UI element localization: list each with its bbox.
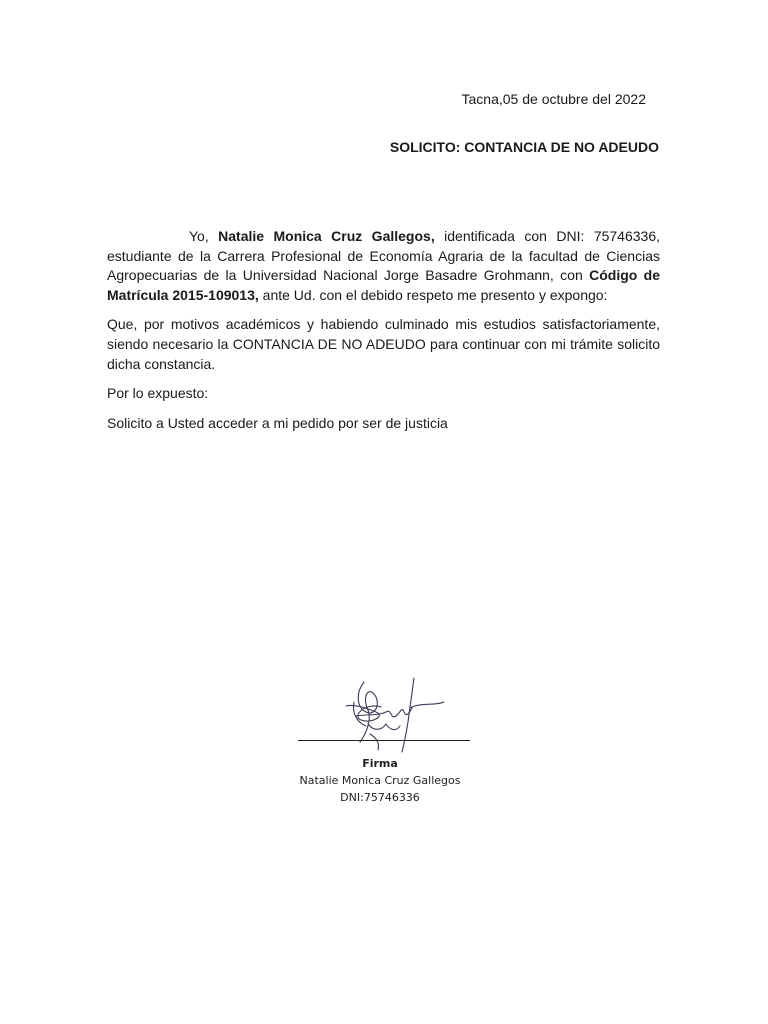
- letter-body: [107, 227, 660, 443]
- paragraph-reason: Que, por motivos académicos y habiendo culminado mis estudios satisfactoriamente, siendo necesario la CONTANCIA DE NO ADEUDO para continuar con mi trámite solicito dicha constancia.: [107, 316, 660, 372]
- handwritten-signature: [326, 672, 446, 760]
- student-name: Natalie Monica Cruz Gallegos,: [218, 228, 435, 244]
- paragraph-intro: [107, 227, 660, 305]
- date-line: Tacna,05 de octubre del 2022: [461, 91, 646, 107]
- signature-area: [296, 672, 472, 762]
- paragraph-expuesto: Por lo expuesto:: [107, 385, 209, 402]
- signer-name: Natalie Monica Cruz Gallegos: [299, 774, 461, 787]
- subject-line: SOLICITO: CONTANCIA DE NO ADEUDO: [389, 139, 659, 155]
- signature-label: Firma: [362, 757, 398, 770]
- signer-dni: DNI:75746336: [340, 791, 420, 804]
- intro-end-text: ante Ud. con el debido respeto me presento y expongo:: [258, 286, 608, 303]
- signature-block: [280, 755, 480, 806]
- intro-middle-text: identificada con DNI: 75746336, estudiante de la Carrera Profesional de Economía Agraria de la facultad de Ciencias Agropecuarias de la Universidad Nacional Jorge Basadre Grohmann, con: [107, 228, 661, 284]
- enrollment-code: Código de Matrícula 2015-109013,: [107, 267, 661, 303]
- paragraph-request: Solicito a Usted acceder a mi pedido por ser de justicia: [107, 414, 448, 431]
- intro-text: Yo,: [189, 228, 219, 244]
- signature-line: [298, 740, 470, 741]
